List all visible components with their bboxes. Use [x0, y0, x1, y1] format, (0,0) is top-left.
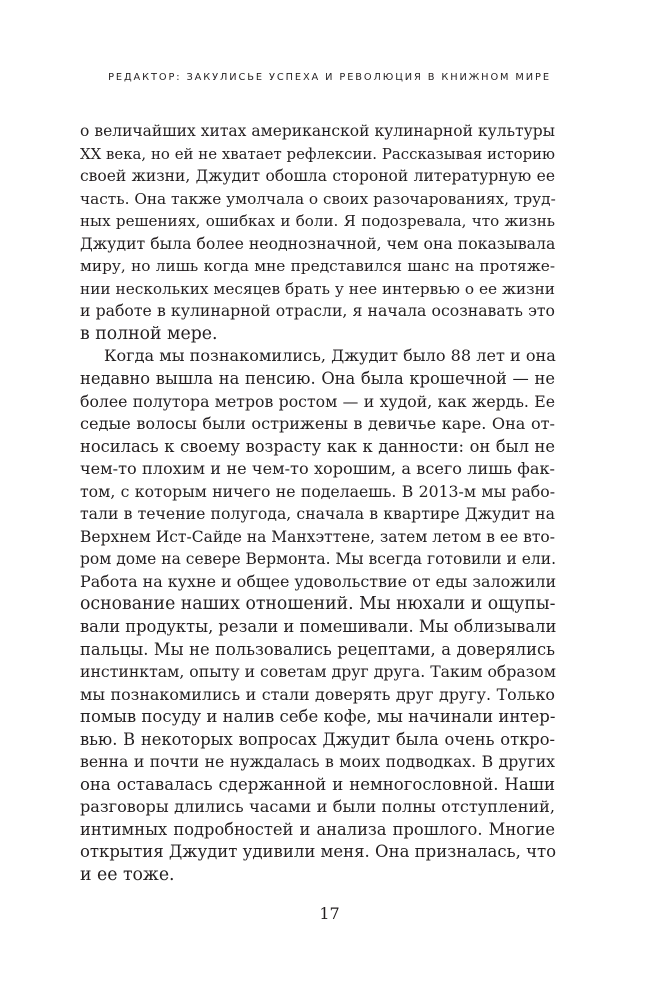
page-number: 17 [319, 904, 340, 923]
text-line: часть. Она также умолчала о своих разочарованиях, труд- [80, 190, 556, 208]
text-line: разговоры длились часами и были полны отступлений, [80, 797, 555, 816]
text-line: и ее тоже. [80, 865, 175, 885]
text-line: чем-то плохим и не чем-то хорошим, а всего лишь фак- [80, 459, 555, 478]
text-line: основание наших отношений. Мы нюхали и ощупы- [80, 594, 556, 614]
text-line: Джудит была более неоднозначной, чем она показывала [80, 234, 556, 253]
text-line: в полной мере. [80, 324, 218, 344]
text-line: своей жизни, Джудит обошла стороной литературную ее [80, 167, 555, 185]
text-line: вью. В некоторых вопросах Джудит была очень откро- [80, 730, 555, 749]
text-line: носилась к своему возрасту как к данности: он был не [80, 437, 555, 456]
text-line: помыв посуду и налив себе кофе, мы начинали интер- [80, 707, 556, 726]
text-line: и работе в кулинарной отрасли, я начала осознавать это [80, 301, 555, 320]
text-line: она оставалась сдержанной и немногословной. Наши [80, 775, 555, 794]
text-line: тали в течение полугода, сначала в квартире Джудит на [80, 504, 555, 523]
text-line: инстинктам, опыту и советам друг друга. Таким образом [80, 662, 556, 681]
text-line: венна и почти не нуждалась в моих подводках. В других [80, 752, 555, 771]
text-line: ром доме на севере Вермонта. Мы всегда готовили и ели. [80, 550, 557, 568]
text-line: Работа на кухне и общее удовольствие от еды заложили [80, 572, 557, 591]
text-line: мы познакомились и стали доверять друг другу. Только [80, 685, 555, 704]
text-line: интимных подробностей и анализа прошлого. Многие [80, 820, 555, 839]
text-line: седые волосы были острижены в девичье каре. Она от- [80, 414, 555, 433]
text-line: более полутора метров ростом — и худой, как жердь. Ее [80, 392, 555, 411]
text-line: нии нескольких месяцев брать у нее интервью о ее жизни [80, 280, 555, 298]
text-line: пальцы. Мы не пользовались рецептами, а доверялись [80, 640, 555, 659]
text-line: о величайших хитах американской кулинарной культуры [80, 122, 555, 140]
text-line: недавно вышла на пенсию. Она была крошечной — не [80, 369, 555, 388]
text-line: Верхнем Ист-Сайде на Манхэттене, затем летом в ее вто- [80, 528, 555, 546]
text-line: том, с которым ничего не поделаешь. В 2013-м мы рабо- [80, 482, 555, 501]
text-line: XX века, но ей не хватает рефлексии. Рассказывая историю [80, 145, 555, 163]
running-head-title: РЕДАКТОР: ЗАКУЛИСЬЕ УСПЕХА И РЕВОЛЮЦИЯ В КНИЖНОМ МИРЕ [108, 72, 551, 83]
text-line: миру, но лишь когда мне представился шанс на протяже- [80, 257, 555, 275]
text-line: вали продукты, резали и помешивали. Мы облизывали [80, 617, 557, 636]
text-line: Когда мы познакомились, Джудит было 88 лет и она [104, 346, 556, 365]
text-line: открытия Джудит удивили меня. Она призналась, что [80, 842, 557, 861]
text-line: ных решениях, ошибках и боли. Я подозревала, что жизнь [80, 212, 555, 230]
